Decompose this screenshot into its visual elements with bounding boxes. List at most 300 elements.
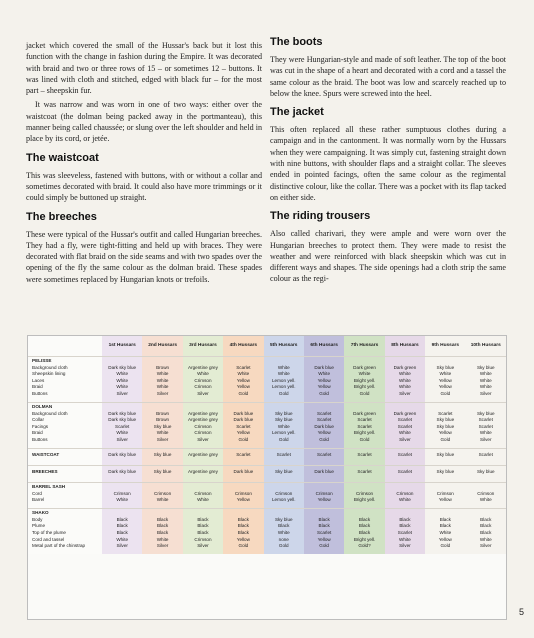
table-cell: Gold (425, 543, 465, 550)
section-title: SHAKO (28, 509, 102, 517)
table-cell: White (183, 497, 223, 504)
table-cell: Crimson (183, 490, 223, 497)
table-cell: Crimson (425, 490, 465, 497)
row-label: Buttons (28, 390, 102, 397)
table-cell: Scarlet (385, 465, 425, 477)
table-cell: Black (466, 516, 506, 523)
uniform-table (28, 336, 506, 554)
table-row (28, 529, 506, 536)
table-cell (466, 357, 506, 365)
table-cell: Dark blue (223, 417, 263, 424)
table-cell: Gold (223, 543, 263, 550)
section-title: BARREL SASH (28, 482, 102, 490)
table-cell: White (344, 371, 384, 378)
table-cell: Bright yell. (344, 384, 384, 391)
row-label: Plume (28, 523, 102, 530)
table-cell (183, 509, 223, 517)
table-cell: Black (385, 523, 425, 530)
table-cell: Crimson (183, 423, 223, 430)
table-cell (223, 402, 263, 410)
table-cell (425, 482, 465, 490)
table-cell (223, 509, 263, 517)
table-cell: Black (223, 516, 263, 523)
header-regiment: 10th Hussars (466, 336, 506, 357)
header-regiment: 8th Hussars (385, 336, 425, 357)
table-cell (264, 357, 304, 365)
table-cell (264, 509, 304, 517)
table-cell (425, 509, 465, 517)
section-header-row (28, 509, 506, 517)
header-regiment: 5th Hussars (264, 336, 304, 357)
table-cell: Argentine grey (183, 448, 223, 460)
table-cell: Black (223, 529, 263, 536)
table-cell (102, 509, 142, 517)
table-cell: Dark green (385, 364, 425, 371)
table-cell: Black (344, 523, 384, 530)
table-cell: Sky blue (264, 417, 304, 424)
table-cell: Sky blue (264, 465, 304, 477)
table-row (28, 377, 506, 384)
header-regiment: 7th Hussars (344, 336, 384, 357)
row-label: BREECHES (28, 465, 102, 477)
table-cell (385, 402, 425, 410)
table-cell: White (466, 377, 506, 384)
table-cell: White (466, 430, 506, 437)
table-cell: Black (264, 523, 304, 530)
table-cell: White (425, 529, 465, 536)
table-cell: Sky blue (425, 417, 465, 424)
spacer-cell (223, 549, 263, 554)
table-cell: Dark blue (304, 364, 344, 371)
spacer-cell (425, 549, 465, 554)
table-cell: Scarlet (304, 529, 344, 536)
table-cell: Dark sky blue (102, 364, 142, 371)
spacer-cell (102, 549, 142, 554)
table-header-row (28, 336, 506, 357)
table-cell: White (102, 536, 142, 543)
table-cell: Gold? (344, 543, 384, 550)
table-cell: White (385, 384, 425, 391)
table-cell: Brown (142, 417, 182, 424)
table-cell: Black (385, 516, 425, 523)
table-cell: Argentine grey (183, 417, 223, 424)
table-cell: Yellow (304, 497, 344, 504)
table-cell (264, 482, 304, 490)
table-cell (344, 509, 384, 517)
table-cell: White (142, 536, 182, 543)
table-cell: White (385, 536, 425, 543)
spacer-cell (304, 549, 344, 554)
table-cell: White (102, 384, 142, 391)
table-row (28, 410, 506, 417)
table-cell: Dark sky blue (102, 417, 142, 424)
table-cell: Gold (264, 543, 304, 550)
table-cell: Crimson (304, 490, 344, 497)
table-cell: Sky blue (425, 364, 465, 371)
heading-jacket: The jacket (270, 106, 324, 119)
waistcoat-paragraph: This was sleeveless, fastened with buttons, with or without a collar and sometimes decorated with braid. It could also have more trimmings or it could simply be buttoned up straight. (26, 170, 262, 203)
table-row (28, 371, 506, 378)
table-cell (385, 482, 425, 490)
table-cell: Black (142, 523, 182, 530)
table-cell (304, 482, 344, 490)
table-cell: Black (425, 516, 465, 523)
header-regiment: 1st Hussars (102, 336, 142, 357)
table-cell: Crimson (142, 490, 182, 497)
heading-riding-trousers: The riding trousers (270, 210, 371, 223)
row-label: Cord and tassel (28, 536, 102, 543)
pelisse-paragraph-1: jacket which covered the small of the Hussar's back but it lost this function with the change in fashion during the Empire. It was decorated with braid and two or three rows of 15 – or sometimes 12 – buttons. It was lined with cloth and stitched, edged with black fur – for the most part – sheepskin fur. (26, 41, 262, 96)
table-cell: Scarlet (344, 423, 384, 430)
row-label: Background cloth (28, 364, 102, 371)
row-label: Metal part of the chinstrap (28, 543, 102, 550)
row-label: Sheepskin lining (28, 371, 102, 378)
table-cell: Silver (183, 390, 223, 397)
table-cell: Black (425, 523, 465, 530)
table-cell: Yellow (304, 384, 344, 391)
table-cell: White (425, 371, 465, 378)
table-cell: Bright yell. (344, 536, 384, 543)
jacket-paragraph: This often replaced all these rather sumptuous clothes during a campaign and in the cantonment. It was normally worn by the Hussars when they were campaigning. It was simply cut, fastening straight down with nine buttons, with shoulder flaps and a straight collar. The sleeves ended in pointed facings, often the same colour as the regimental distinctive colour, like the collar. There was a pocket with its flap tacked on either side. (270, 125, 506, 202)
heading-boots: The boots (270, 36, 323, 48)
table-cell: Sky blue (466, 364, 506, 371)
header-regiment: 3rd Hussars (183, 336, 223, 357)
table-cell: Crimson (466, 490, 506, 497)
table-cell (142, 509, 182, 517)
table-cell: Gold (304, 543, 344, 550)
table-cell (183, 402, 223, 410)
table-cell: Sky blue (142, 423, 182, 430)
table-row (28, 436, 506, 443)
table-cell: Black (142, 529, 182, 536)
table-cell: none (264, 536, 304, 543)
left-column (26, 40, 262, 288)
table-cell: Scarlet (466, 448, 506, 460)
row-label: Body (28, 516, 102, 523)
breeches-paragraph: These were typical of the Hussar's outfit and called Hungarian breeches. They had a fly, were tight-fitting and held up with braces. They were decorated with flat braid on the side seams and with two spades over the opening of the fly the same colour as the dolman braid. These spades were sometimes replaced by Hungarian knots or trefoils. (26, 229, 262, 284)
table-cell: Silver (385, 543, 425, 550)
table-cell: Scarlet (223, 364, 263, 371)
table-cell (183, 357, 223, 365)
table-cell: White (102, 371, 142, 378)
row-label: Barrel (28, 497, 102, 504)
heading-waistcoat: The waistcoat (26, 151, 99, 164)
table-cell: White (142, 371, 182, 378)
table-cell: Sky blue (466, 465, 506, 477)
table-cell: Lemon yell. (264, 377, 304, 384)
table-cell: Sky blue (142, 448, 182, 460)
table-row (28, 523, 506, 530)
table-cell: Brown (142, 410, 182, 417)
table-cell: Dark blue (304, 465, 344, 477)
table-cell (304, 357, 344, 365)
table-cell (466, 482, 506, 490)
table-cell: White (466, 371, 506, 378)
row-label: Braid (28, 430, 102, 437)
page-number: 5 (518, 607, 524, 617)
table-cell: White (142, 430, 182, 437)
table-cell: Silver (142, 436, 182, 443)
table-cell: Yellow (304, 430, 344, 437)
table-cell (102, 357, 142, 365)
table-cell: Black (304, 516, 344, 523)
table-cell: Black (102, 529, 142, 536)
table-cell: Bright yell. (344, 430, 384, 437)
table-cell: Yellow (304, 377, 344, 384)
table-cell: Black (142, 516, 182, 523)
row-label: Facings (28, 423, 102, 430)
table-cell: Gold (425, 436, 465, 443)
table-row (28, 417, 506, 424)
table-cell (344, 402, 384, 410)
table-cell: White (385, 371, 425, 378)
table-cell: Silver (183, 543, 223, 550)
table-cell: Gold (264, 390, 304, 397)
table-cell: White (223, 371, 263, 378)
section-header-row (28, 357, 506, 365)
table-cell (264, 402, 304, 410)
table-cell (142, 482, 182, 490)
table-cell: White (142, 377, 182, 384)
header-regiment: 6th Hussars (304, 336, 344, 357)
table-cell: Dark sky blue (102, 448, 142, 460)
table-row (28, 364, 506, 371)
table-cell: Yellow (223, 384, 263, 391)
table-cell: Scarlet (385, 417, 425, 424)
table-row (28, 465, 506, 477)
spacer-row (28, 549, 506, 554)
table-cell: Sky blue (142, 465, 182, 477)
table-cell: Yellow (425, 536, 465, 543)
table-cell: Silver (466, 543, 506, 550)
row-label: Background cloth (28, 410, 102, 417)
table-cell (385, 509, 425, 517)
table-cell: Dark green (385, 410, 425, 417)
table-cell: Yellow (425, 377, 465, 384)
table-cell: Gold (304, 390, 344, 397)
spacer-cell (264, 549, 304, 554)
table-cell: Argentine grey (183, 465, 223, 477)
table-cell: Bright yell. (344, 377, 384, 384)
table-cell: White (466, 497, 506, 504)
table-cell: Yellow (425, 497, 465, 504)
table-cell: Black (344, 516, 384, 523)
table-cell: Silver (385, 436, 425, 443)
table-cell: Scarlet (264, 448, 304, 460)
table-cell: Gold (425, 390, 465, 397)
table-cell: Gold (223, 436, 263, 443)
table-cell: Crimson (183, 430, 223, 437)
table-cell: White (102, 430, 142, 437)
table-cell: Scarlet (304, 410, 344, 417)
table-cell: Yellow (223, 536, 263, 543)
section-header-row (28, 482, 506, 490)
table-cell: White (264, 529, 304, 536)
table-cell: Silver (466, 436, 506, 443)
table-cell: Scarlet (385, 423, 425, 430)
table-cell: White (385, 430, 425, 437)
table-cell: Black (183, 523, 223, 530)
table-cell: Sky blue (425, 448, 465, 460)
table-cell: White (466, 384, 506, 391)
uniform-colour-table (27, 335, 507, 620)
table-cell: Lemon yell. (264, 384, 304, 391)
table-cell: Silver (466, 390, 506, 397)
table-cell: Scarlet (466, 417, 506, 424)
spacer-cell (344, 549, 384, 554)
table-cell: Lemon yell. (264, 430, 304, 437)
spacer-cell (28, 549, 102, 554)
spacer-cell (142, 549, 182, 554)
table-cell: Yellow (223, 377, 263, 384)
table-cell: Argentine grey (183, 410, 223, 417)
table-cell: White (102, 377, 142, 384)
table-cell: Scarlet (466, 423, 506, 430)
table-cell: Scarlet (304, 448, 344, 460)
table-cell: Black (466, 529, 506, 536)
table-cell: White (142, 384, 182, 391)
table-row (28, 536, 506, 543)
table-cell: Dark green (344, 364, 384, 371)
table-cell: White (264, 364, 304, 371)
table-cell (183, 482, 223, 490)
table-cell: Scarlet (304, 417, 344, 424)
table-cell: Silver (102, 390, 142, 397)
pelisse-paragraph-2: It was narrow and was worn in one of two ways: either over the waistcoat (the dolman being packed away in the portmanteau), this manner being called chaussée; or slung over the left shoulder and held in place by its cord, or jetée. (26, 100, 262, 144)
table-cell: Sky blue (425, 423, 465, 430)
trousers-paragraph: Also called charivari, they were ample and were worn over the Hungarian breeches to protect them. They were made to resist the weather and were reinforced with black sheepskin which was cut in different ways and shapes. The side openings had a cloth strip the same colour as the regi- (270, 229, 506, 284)
table-cell (304, 509, 344, 517)
table-cell: Yellow (223, 497, 263, 504)
row-label: Top of the plume (28, 529, 102, 536)
table-cell: Crimson (183, 377, 223, 384)
table-cell: Scarlet (223, 448, 263, 460)
table-cell (223, 482, 263, 490)
table-cell: Black (183, 529, 223, 536)
table-cell: Black (223, 523, 263, 530)
header-regiment: 4th Hussars (223, 336, 263, 357)
table-cell (142, 357, 182, 365)
table-row (28, 390, 506, 397)
table-cell: Yellow (223, 430, 263, 437)
right-column (270, 36, 506, 288)
section-title: PELISSE (28, 357, 102, 365)
table-cell: Crimson (102, 490, 142, 497)
table-cell: White (385, 497, 425, 504)
table-cell (102, 402, 142, 410)
table-cell: Sky blue (264, 516, 304, 523)
section-title: DOLMAN (28, 402, 102, 410)
row-label: WAISTCOAT (28, 448, 102, 460)
table-cell: Gold (223, 390, 263, 397)
table-cell: Crimson (385, 490, 425, 497)
table-row (28, 430, 506, 437)
table-cell: Lemon yell. (264, 497, 304, 504)
table-cell: Dark sky blue (102, 410, 142, 417)
table-cell: Silver (102, 436, 142, 443)
table-cell: Scarlet (344, 465, 384, 477)
heading-breeches: The breeches (26, 210, 97, 223)
table-cell: Yellow (425, 430, 465, 437)
table-cell: Scarlet (102, 423, 142, 430)
spacer-cell (183, 549, 223, 554)
table-row (28, 543, 506, 550)
table-cell: Scarlet (223, 423, 263, 430)
table-cell: Argentine grey (183, 364, 223, 371)
table-row (28, 384, 506, 391)
table-cell: Scarlet (385, 529, 425, 536)
table-cell: Yellow (304, 536, 344, 543)
table-row (28, 490, 506, 497)
table-cell (385, 357, 425, 365)
table-row (28, 448, 506, 460)
row-label: Collar (28, 417, 102, 424)
table-cell: Yellow (425, 384, 465, 391)
table-cell: Dark blue (304, 423, 344, 430)
table-cell: Crimson (223, 490, 263, 497)
table-cell: Brown (142, 364, 182, 371)
table-cell: Scarlet (344, 448, 384, 460)
table-cell: Black (344, 529, 384, 536)
spacer-cell (466, 549, 506, 554)
row-label: Braid (28, 384, 102, 391)
table-cell: Bright yell. (344, 497, 384, 504)
table-row (28, 497, 506, 504)
table-cell (344, 482, 384, 490)
table-cell: White (466, 536, 506, 543)
table-cell: Dark green (344, 410, 384, 417)
table-cell: White (183, 371, 223, 378)
header-regiment: 9th Hussars (425, 336, 465, 357)
table-cell: Black (102, 516, 142, 523)
table-cell: Gold (264, 436, 304, 443)
table-cell (223, 357, 263, 365)
table-cell: Dark blue (223, 465, 263, 477)
table-cell: Scarlet (344, 417, 384, 424)
table-cell: White (304, 371, 344, 378)
table-cell: Silver (142, 390, 182, 397)
table-cell: White (264, 371, 304, 378)
table-cell: White (102, 497, 142, 504)
table-cell: Sky blue (264, 410, 304, 417)
table-cell: Gold (344, 390, 384, 397)
table-cell: Scarlet (385, 448, 425, 460)
header-regiment: 2nd Hussars (142, 336, 182, 357)
table-cell (344, 357, 384, 365)
table-cell: Silver (183, 436, 223, 443)
table-cell (142, 402, 182, 410)
table-cell: Crimson (344, 490, 384, 497)
table-cell: White (142, 497, 182, 504)
table-cell: Dark sky blue (102, 465, 142, 477)
table-cell: Black (183, 516, 223, 523)
table-cell (425, 357, 465, 365)
row-label: Buttons (28, 436, 102, 443)
table-cell: Black (102, 523, 142, 530)
table-row (28, 423, 506, 430)
table-cell: Crimson (183, 384, 223, 391)
table-cell (466, 509, 506, 517)
row-label: Cord (28, 490, 102, 497)
table-cell: Scarlet (425, 410, 465, 417)
table-cell (304, 402, 344, 410)
table-cell: White (385, 377, 425, 384)
table-cell: Silver (142, 543, 182, 550)
table-row (28, 516, 506, 523)
table-cell: Sky blue (466, 410, 506, 417)
table-cell (102, 482, 142, 490)
table-cell: Black (466, 523, 506, 530)
